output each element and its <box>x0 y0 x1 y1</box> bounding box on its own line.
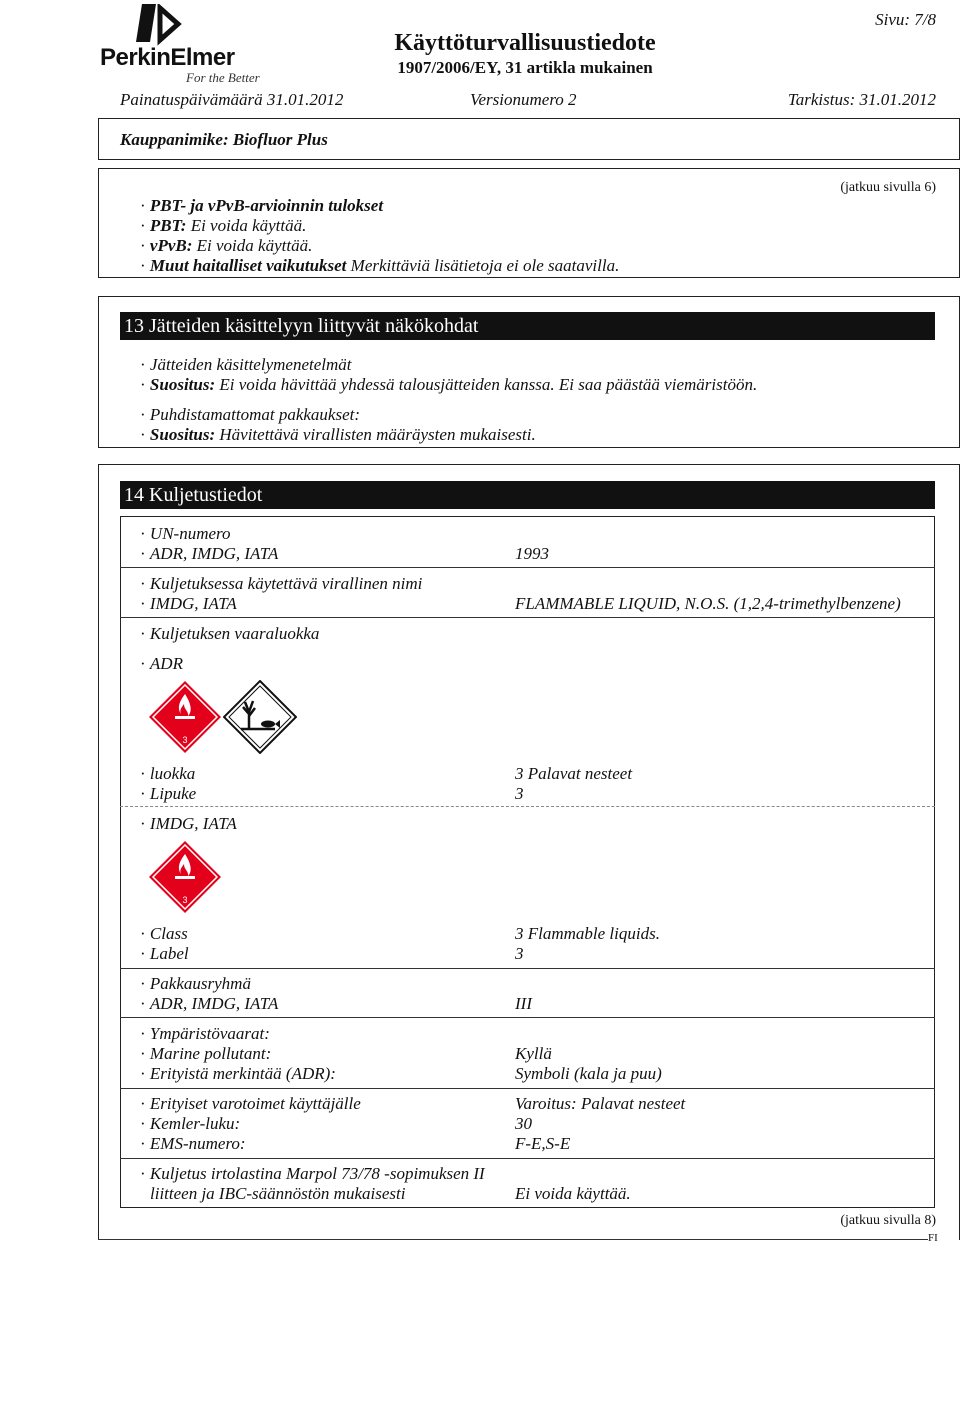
trade-name-box <box>98 118 960 160</box>
imdg-label-value: 3 <box>515 944 524 963</box>
adr-label: ADR <box>149 654 183 673</box>
packing-modes: ADR, IMDG, IATA <box>149 994 279 1013</box>
page-number: Sivu: 7/8 <box>875 10 936 29</box>
adr-class-label: luokka <box>149 764 196 783</box>
waste-recommendation-line: · Suositus: Ei voida hävittää yhdessä talousjätteiden kanssa. Ei saa päästää viemäristöön. <box>140 375 758 394</box>
packing-group-line: · Pakkausryhmä <box>140 974 251 993</box>
pbt-line: · PBT: Ei voida käyttää. <box>140 216 307 235</box>
packing-modes-line: · ADR, IMDG, IATA <box>140 994 279 1013</box>
shipping-name-value: FLAMMABLE LIQUID, N.O.S. (1,2,4-trimethylbenzene) <box>515 594 901 613</box>
other-effects-line: · Muut haitalliset vaikutukset Merkittäviä lisätietoja ei ole saatavilla. <box>140 256 620 275</box>
pbt-title: PBT- ja vPvB-arvioinnin tulokset <box>149 196 384 215</box>
bulk-transport-line: · Kuljetus irtolastina Marpol 73/78 -sopimuksen II <box>140 1164 485 1183</box>
recommendation-value: Ei voida hävittää yhdessä talousjätteiden kanssa. Ei saa päästää viemäristöön. <box>219 375 758 394</box>
shipping-modes-line: · IMDG, IATA <box>140 594 237 613</box>
continued-from: (jatkuu sivulla 6) <box>840 180 936 195</box>
un-number-line: · UN-numero <box>140 524 231 543</box>
waste-methods-line: · Jätteiden käsittelymenetelmät <box>140 355 352 374</box>
document-subtitle: 1907/2006/EY, 31 artikla mukainen <box>397 58 653 77</box>
un-number-value: 1993 <box>515 544 549 563</box>
pbt-value: Ei voida käyttää. <box>190 216 307 235</box>
pbt-label: PBT: <box>149 216 187 235</box>
packaging-recommendation-label: Suositus: <box>149 425 216 444</box>
packaging-title-line: · Puhdistamattomat pakkaukset: <box>140 405 361 424</box>
imdg-label-label: Label <box>149 944 189 963</box>
un-number-title: UN-numero <box>149 524 231 543</box>
imdg-class-label: Class <box>149 924 188 943</box>
un-modes: ADR, IMDG, IATA <box>149 544 279 563</box>
imdg-label: IMDG, IATA <box>149 814 237 833</box>
ems-value: F-E,S-E <box>515 1134 571 1153</box>
adr-class-line: · luokka <box>140 764 196 783</box>
imdg-class-line: · Class <box>140 924 188 943</box>
bulk-transport-line-2 <box>150 1184 405 1204</box>
precautions-value: Varoitus: Palavat nesteet <box>515 1094 686 1113</box>
adr-line: · ADR <box>140 654 183 673</box>
kemler-label: Kemler-luku: <box>149 1114 241 1133</box>
other-effects-label: Muut haitalliset vaikutukset <box>149 256 347 275</box>
environment-hazard-pictogram <box>223 680 297 754</box>
adr-lipuke-line: · Lipuke <box>140 784 197 803</box>
marine-pollutant-value: Kyllä <box>515 1044 552 1063</box>
review-date: Tarkistus: 31.01.2012 <box>787 90 936 109</box>
packaging-recommendation-value: Hävitettävä virallisten määräysten mukaisesti. <box>219 425 536 444</box>
hazard-class-line: · Kuljetuksen vaaraluokka <box>140 624 320 643</box>
special-marking-line: · Erityistä merkintää (ADR): <box>140 1064 336 1083</box>
marine-pollutant-label: Marine pollutant: <box>149 1044 272 1063</box>
adr-lipuke-label: Lipuke <box>149 784 197 803</box>
section-14-heading: 14 Kuljetustiedot <box>120 481 935 509</box>
shipping-name-title: Kuljetuksessa käytettävä virallinen nimi <box>149 574 423 593</box>
pictogram-class-number: 3 <box>182 895 188 905</box>
vpvb-line: · vPvB: Ei voida käyttää. <box>140 236 313 255</box>
imdg-label-line: · Label <box>140 944 189 963</box>
adr-lipuke-value: 3 <box>515 784 524 803</box>
special-marking-label: Erityistä merkintää (ADR): <box>149 1064 336 1083</box>
recommendation-label: Suositus: <box>149 375 216 394</box>
env-hazards-title: Ympäristövaarat: <box>149 1024 270 1043</box>
shipping-name-line: · Kuljetuksessa käytettävä virallinen nimi <box>140 574 423 593</box>
imdg-class-value: 3 Flammable liquids. <box>515 924 660 943</box>
bulk-transport-label-2: liitteen ja IBC-säännöstön mukaisesti <box>150 1184 406 1203</box>
brand-name: PerkinElmer <box>100 44 235 71</box>
country-code: FI <box>928 1232 938 1244</box>
marine-pollutant-line: · Marine pollutant: <box>140 1044 272 1063</box>
adr-class-value: 3 Palavat nesteet <box>515 764 633 783</box>
continued-to: (jatkuu sivulla 8) <box>840 1213 936 1228</box>
hazard-class-title: Kuljetuksen vaaraluokka <box>149 624 320 643</box>
env-hazards-line: · Ympäristövaarat: <box>140 1024 270 1043</box>
precautions-line: · Erityiset varotoimet käyttäjälle <box>140 1094 361 1113</box>
ems-line: · EMS-numero: <box>140 1134 246 1153</box>
bulk-transport-label-1: Kuljetus irtolastina Marpol 73/78 -sopimuksen II <box>149 1164 485 1183</box>
shipping-modes: IMDG, IATA <box>149 594 237 613</box>
precautions-label: Erityiset varotoimet käyttäjälle <box>149 1094 361 1113</box>
print-date: Painatuspäivämäärä 31.01.2012 <box>120 90 344 109</box>
special-marking-value: Symboli (kala ja puu) <box>515 1064 662 1083</box>
ems-label: EMS-numero: <box>149 1134 246 1153</box>
brand-tagline: For the Better <box>186 70 260 85</box>
packing-group-title: Pakkausryhmä <box>149 974 251 993</box>
packaging-title: Puhdistamattomat pakkaukset: <box>149 405 361 424</box>
pictogram-class-number: 3 <box>182 735 188 745</box>
other-effects-value: Merkittäviä lisätietoja ei ole saatavilla. <box>350 256 620 275</box>
un-modes-line: · ADR, IMDG, IATA <box>140 544 279 563</box>
packing-group-value: III <box>515 994 532 1013</box>
waste-methods-title: Jätteiden käsittelymenetelmät <box>149 355 352 374</box>
imdg-line: · IMDG, IATA <box>140 814 237 833</box>
kemler-value: 30 <box>515 1114 532 1133</box>
version-number: Versionumero 2 <box>470 90 577 109</box>
trade-name: Kauppanimike: Biofluor Plus <box>120 130 328 149</box>
flammable-liquid-pictogram <box>148 840 222 914</box>
section-13-heading: 13 Jätteiden käsittelyyn liittyvät näkökohdat <box>120 312 935 340</box>
kemler-line: · Kemler-luku: <box>140 1114 241 1133</box>
pbt-title-line: · PBT- ja vPvB-arvioinnin tulokset <box>140 196 384 215</box>
bulk-transport-value: Ei voida käyttää. <box>515 1184 631 1203</box>
vpvb-label: vPvB: <box>149 236 193 255</box>
document-title: Käyttöturvallisuustiedote <box>394 30 656 56</box>
flammable-liquid-pictogram <box>148 680 222 754</box>
packaging-recommendation-line: · Suositus: Hävitettävä virallisten määräysten mukaisesti. <box>140 425 536 444</box>
vpvb-value: Ei voida käyttää. <box>196 236 313 255</box>
